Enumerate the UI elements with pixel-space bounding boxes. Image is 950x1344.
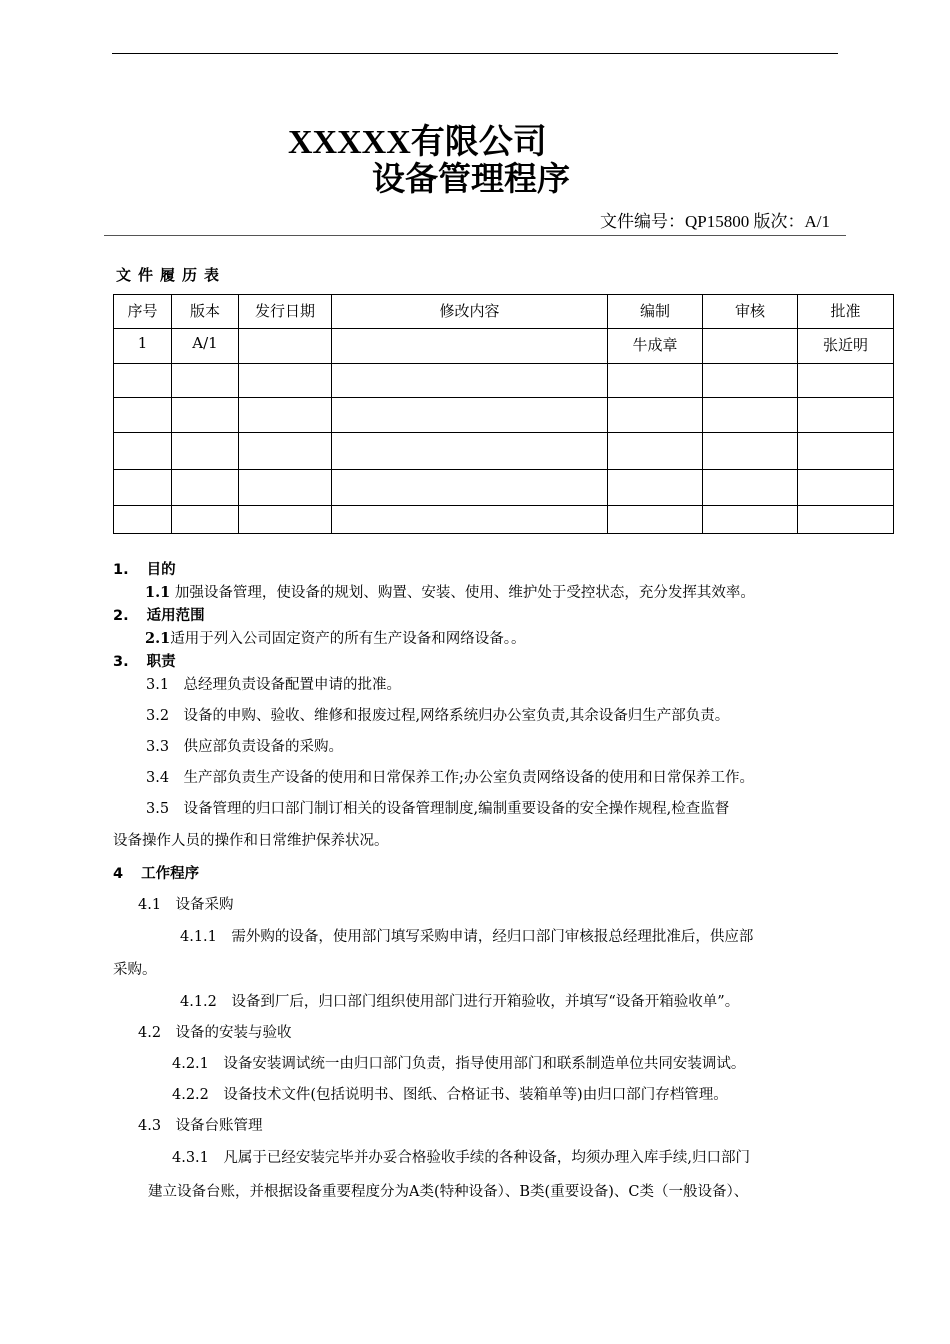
table-cell <box>608 433 703 470</box>
clause-4-1: 4.1 设备采购 <box>138 897 234 913</box>
table-cell <box>332 506 608 534</box>
table-row <box>114 329 894 364</box>
table-cell <box>114 506 172 534</box>
column-header: 发行日期 <box>239 295 332 329</box>
table-row <box>114 433 894 470</box>
table-cell: A/1 <box>172 329 239 364</box>
table-row <box>114 506 894 534</box>
column-header: 序号 <box>114 295 172 329</box>
table-cell <box>608 364 703 398</box>
table-cell <box>239 329 332 364</box>
table-cell <box>239 364 332 398</box>
section-title: 目的 <box>146 562 176 578</box>
clause-4-3-1: 4.3.1 凡属于已经安装完毕并办妥合格验收手续的各种设备，均须办理入库手续,归口部门 <box>172 1150 750 1166</box>
table-cell <box>798 433 894 470</box>
table-cell: 牛成章 <box>608 329 703 364</box>
clause-4-2: 4.2 设备的安装与验收 <box>138 1025 292 1041</box>
section-number: 3. <box>113 654 129 670</box>
clause-4-3-1-continued: 建立设备台账，并根据设备重要程度分为A类(特种设备）、B类(重要设备)、C类（一般设备）、 <box>148 1184 749 1200</box>
section-title: 职责 <box>146 654 176 670</box>
clause-4-1-1: 4.1.1 需外购的设备，使用部门填写采购申请，经归口部门审核报总经理批准后，供应部 <box>180 929 754 945</box>
revision-history-table <box>113 294 894 534</box>
table-cell <box>239 506 332 534</box>
table-cell <box>239 398 332 433</box>
table-row <box>114 470 894 506</box>
table-cell <box>703 398 798 433</box>
table-cell <box>798 364 894 398</box>
clause-number: 1.1 <box>145 584 171 601</box>
table-cell <box>172 364 239 398</box>
title-rule <box>104 235 846 236</box>
column-header: 版本 <box>172 295 239 329</box>
clause-text: 加强设备管理，使设备的规划、购置、安装、使用、维护处于受控状态，充分发挥其效率。 <box>174 585 755 601</box>
table-row <box>114 398 894 433</box>
table-cell <box>798 506 894 534</box>
table-cell <box>332 398 608 433</box>
clause-2-1 <box>145 627 525 648</box>
table-cell: 张近明 <box>798 329 894 364</box>
clause-4-3: 4.3 设备台账管理 <box>138 1118 263 1134</box>
table-cell <box>114 398 172 433</box>
table-cell <box>332 364 608 398</box>
table-cell <box>608 470 703 506</box>
company-name: XXXXX有限公司 <box>288 124 547 161</box>
clause-4-2-1: 4.2.1 设备安装调试统一由归口部门负责，指导使用部门和联系制造单位共同安装调试。 <box>172 1056 746 1072</box>
clause-3-1: 3.1 总经理负责设备配置申请的批准。 <box>146 677 402 693</box>
table-cell <box>703 329 798 364</box>
header-rule <box>112 53 838 54</box>
section-2-heading <box>113 604 205 625</box>
table-cell <box>332 329 608 364</box>
revision-history-title: 文件履历表 <box>116 266 227 284</box>
clause-3-3: 3.3 供应部负责设备的采购。 <box>146 739 344 755</box>
column-header: 审核 <box>703 295 798 329</box>
clause-3-4: 3.4 生产部负责生产设备的使用和日常保养工作;办公室负责网络设备的使用和日常保养工作。 <box>146 770 754 786</box>
table-cell <box>703 470 798 506</box>
section-4-heading <box>113 862 199 883</box>
table-cell <box>114 364 172 398</box>
clause-1-1 <box>145 581 755 602</box>
table-cell <box>703 433 798 470</box>
table-cell: 1 <box>114 329 172 364</box>
table-header-row <box>114 295 894 329</box>
clause-4-2-2: 4.2.2 设备技术文件(包括说明书、图纸、合格证书、装箱单等)由归口部门存档管理。 <box>172 1087 728 1103</box>
table-cell <box>239 470 332 506</box>
table-cell <box>703 364 798 398</box>
clause-4-1-1-continued: 采购。 <box>113 962 157 978</box>
document-title: 设备管理程序 <box>372 162 570 198</box>
table-cell <box>172 433 239 470</box>
column-header: 批准 <box>798 295 894 329</box>
table-cell <box>172 470 239 506</box>
table-cell <box>608 506 703 534</box>
column-header: 编制 <box>608 295 703 329</box>
clause-3-2: 3.2 设备的申购、验收、维修和报废过程,网络系统归办公室负责,其余设备归生产部负责。 <box>146 708 730 724</box>
table-cell <box>114 433 172 470</box>
clause-3-5-continued: 设备操作人员的操作和日常维护保养状况。 <box>113 833 389 849</box>
clause-4-1-2: 4.1.2 设备到厂后，归口部门组织使用部门进行开箱验收，并填写“设备开箱验收单”。 <box>180 994 740 1010</box>
table-cell <box>332 470 608 506</box>
section-title: 工作程序 <box>141 866 200 882</box>
section-3-heading <box>113 650 176 671</box>
column-header: 修改内容 <box>332 295 608 329</box>
table-cell <box>608 398 703 433</box>
table-cell <box>172 398 239 433</box>
table-cell <box>798 398 894 433</box>
table-cell <box>239 433 332 470</box>
section-title: 适用范围 <box>146 608 205 624</box>
clause-text: 适用于列入公司固定资产的所有生产设备和网络设备。。 <box>170 631 526 647</box>
file-number: 文件编号：QP15800 版次：A/1 <box>600 212 830 231</box>
table-cell <box>172 506 239 534</box>
table-cell <box>114 470 172 506</box>
section-number: 2. <box>113 608 129 624</box>
table-row <box>114 364 894 398</box>
clause-3-5: 3.5 设备管理的归口部门制订相关的设备管理制度,编制重要设备的安全操作规程,检查监督 <box>146 801 730 817</box>
section-1-heading <box>113 558 176 579</box>
table-cell <box>332 433 608 470</box>
clause-number: 2.1 <box>145 630 171 647</box>
section-number: 4 <box>113 866 124 882</box>
section-number: 1. <box>113 562 129 578</box>
table-cell <box>798 470 894 506</box>
table-cell <box>703 506 798 534</box>
